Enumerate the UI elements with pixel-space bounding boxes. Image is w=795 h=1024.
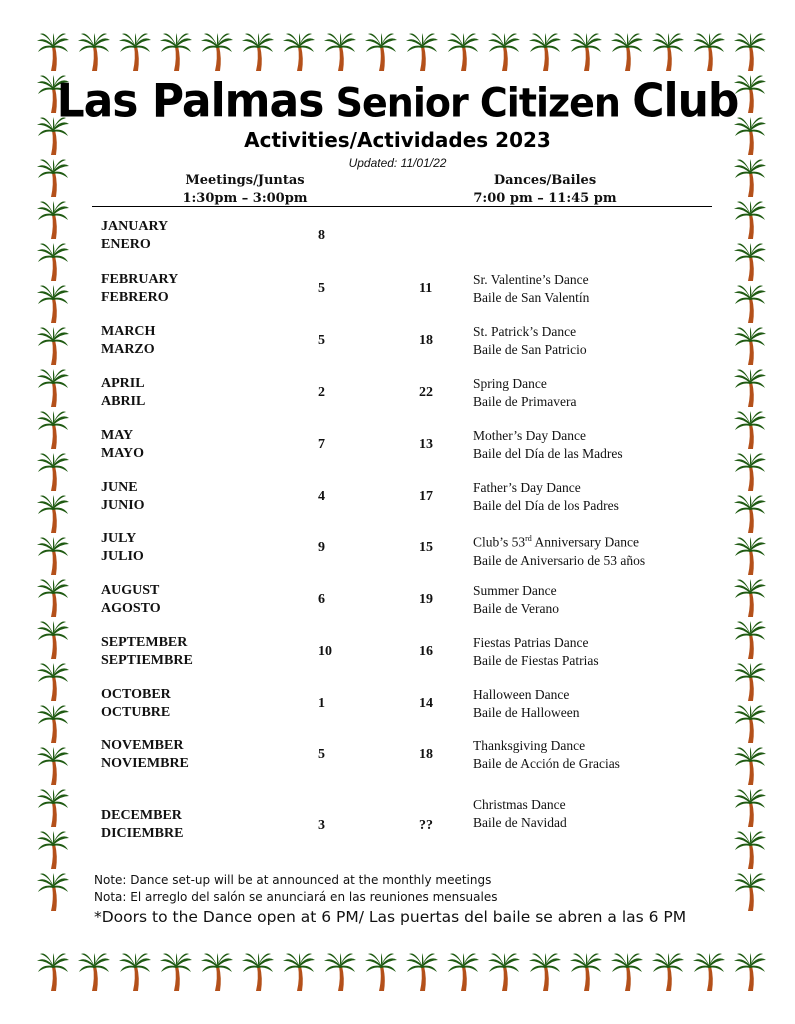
palm-tree-icon — [36, 788, 70, 828]
dance-english: Sr. Valentine’s Dance — [473, 272, 589, 287]
palm-tree-icon — [36, 662, 70, 702]
month-name — [101, 271, 178, 307]
month-spanish: MARZO — [101, 342, 155, 357]
dance-spanish: Baile de Navidad — [473, 815, 567, 830]
dance-day: 11 — [419, 281, 433, 296]
palm-tree-icon — [733, 830, 767, 870]
palm-tree-icon — [569, 32, 603, 72]
month-spanish: NOVIEMBRE — [101, 756, 189, 771]
dance-english: St. Patrick’s Dance — [473, 324, 577, 339]
palm-tree-icon — [77, 952, 111, 992]
meetings-time: 1:30pm – 3:00pm — [182, 191, 308, 206]
palm-tree-icon — [36, 578, 70, 618]
dance-english: Thanksgiving Dance — [473, 738, 586, 753]
meeting-day: 9 — [318, 540, 325, 555]
dances-header — [450, 172, 640, 208]
palm-tree-icon — [651, 952, 685, 992]
palm-tree-icon — [610, 952, 644, 992]
month-name — [101, 218, 168, 254]
palm-tree-icon — [733, 368, 767, 408]
dance-day: 13 — [419, 437, 433, 452]
meeting-day: 10 — [318, 644, 332, 659]
month-name — [101, 479, 145, 515]
month-english: FEBRUARY — [101, 272, 179, 287]
month-spanish: SEPTIEMBRE — [101, 653, 193, 668]
dance-name — [473, 582, 559, 618]
palm-tree-icon — [733, 284, 767, 324]
meeting-day: 5 — [318, 747, 325, 762]
dance-name — [473, 530, 645, 570]
meeting-day: 5 — [318, 281, 325, 296]
palm-tree-icon — [200, 952, 234, 992]
month-spanish: FEBRERO — [101, 290, 169, 305]
month-english: DECEMBER — [101, 808, 182, 823]
palm-tree-icon — [446, 952, 480, 992]
month-english: MARCH — [101, 324, 156, 339]
dance-english: Christmas Dance — [473, 797, 566, 812]
palm-tree-icon — [528, 952, 562, 992]
meetings-title: Meetings/Juntas — [185, 173, 305, 188]
dance-english: Summer Dance — [473, 583, 557, 598]
meeting-day: 1 — [318, 696, 325, 711]
dance-name — [473, 271, 589, 307]
palm-tree-icon — [36, 872, 70, 912]
month-english: JANUARY — [101, 219, 169, 234]
note-english: Note: Dance set-up will be at announced at the monthly meetings — [94, 873, 492, 887]
month-name — [101, 427, 144, 463]
dance-spanish: Baile de San Valentín — [473, 290, 590, 305]
meeting-day: 2 — [318, 385, 325, 400]
palm-tree-icon — [487, 32, 521, 72]
palm-tree-icon — [118, 952, 152, 992]
dance-day: 19 — [419, 592, 433, 607]
palm-tree-icon — [733, 494, 767, 534]
palm-tree-icon — [36, 452, 70, 492]
dance-day: 22 — [419, 385, 433, 400]
palm-tree-icon — [36, 494, 70, 534]
dance-day: 16 — [419, 644, 433, 659]
month-spanish: AGOSTO — [101, 601, 161, 616]
palm-tree-icon — [36, 830, 70, 870]
month-name — [101, 530, 144, 566]
palm-tree-icon — [692, 32, 726, 72]
month-name — [101, 323, 155, 359]
dance-english: Fiestas Patrias Dance — [473, 635, 589, 650]
dance-name — [473, 375, 576, 411]
dances-title: Dances/Bailes — [493, 173, 597, 188]
month-name — [101, 686, 171, 722]
meeting-day: 8 — [318, 228, 325, 243]
palm-tree-icon — [36, 952, 70, 992]
dance-name — [473, 686, 579, 722]
meeting-day: 5 — [318, 333, 325, 348]
updated-date: Updated: 11/01/22 — [348, 156, 447, 170]
month-name — [101, 807, 183, 843]
palm-tree-icon — [36, 368, 70, 408]
dance-name — [473, 634, 599, 670]
palm-tree-icon — [733, 326, 767, 366]
palm-tree-icon — [569, 952, 603, 992]
palm-tree-icon — [733, 536, 767, 576]
meeting-day: 4 — [318, 489, 325, 504]
palm-tree-icon — [446, 32, 480, 72]
meeting-day: 6 — [318, 592, 325, 607]
month-english: NOVEMBER — [101, 738, 184, 753]
palm-tree-icon — [36, 620, 70, 660]
dance-spanish: Baile de Aniversario de 53 años — [473, 552, 646, 568]
month-name — [101, 582, 161, 618]
dance-english: Father’s Day Dance — [473, 480, 581, 495]
palm-tree-icon — [36, 746, 70, 786]
palm-tree-icon — [733, 578, 767, 618]
palm-tree-icon — [77, 32, 111, 72]
month-name — [101, 375, 145, 411]
palm-tree-icon — [610, 32, 644, 72]
palm-tree-icon — [733, 410, 767, 450]
palm-tree-icon — [36, 284, 70, 324]
dance-name — [473, 737, 620, 773]
palm-tree-icon — [364, 32, 398, 72]
dance-spanish: Baile de San Patricio — [473, 342, 587, 357]
palm-tree-icon — [323, 952, 357, 992]
note-spanish: Nota: El arreglo del salón se anunciará en las reuniones mensuales — [94, 890, 498, 904]
palm-tree-icon — [405, 952, 439, 992]
dance-spanish: Baile de Halloween — [473, 705, 580, 720]
dance-english: Spring Dance — [473, 376, 547, 391]
month-english: AUGUST — [101, 583, 160, 598]
note-doors: *Doors to the Dance open at 6 PM/ Las puertas del baile se abren a las 6 PM — [94, 908, 687, 926]
palm-tree-icon — [159, 952, 193, 992]
palm-tree-icon — [733, 242, 767, 282]
dance-spanish: Baile de Primavera — [473, 394, 577, 409]
palm-tree-icon — [733, 872, 767, 912]
month-english: MAY — [101, 428, 134, 443]
palm-tree-icon — [733, 788, 767, 828]
month-name — [101, 737, 189, 773]
dance-day: 17 — [419, 489, 433, 504]
palm-tree-icon — [405, 32, 439, 72]
month-spanish: ABRIL — [101, 394, 146, 409]
month-spanish: OCTUBRE — [101, 705, 171, 720]
palm-tree-icon — [36, 200, 70, 240]
month-english: OCTOBER — [101, 687, 171, 702]
palm-tree-icon — [200, 32, 234, 72]
dance-day: 18 — [419, 747, 433, 762]
dance-english: Halloween Dance — [473, 687, 570, 702]
meetings-header — [150, 172, 340, 208]
notes-section — [94, 872, 686, 928]
palm-tree-icon — [159, 32, 193, 72]
dance-day: ?? — [419, 818, 433, 833]
palm-tree-icon — [528, 32, 562, 72]
palm-tree-icon — [733, 952, 767, 992]
dances-time: 7:00 pm – 11:45 pm — [473, 191, 617, 206]
palm-tree-icon — [36, 536, 70, 576]
palm-tree-icon — [282, 32, 316, 72]
dance-name — [473, 427, 623, 463]
palm-tree-icon — [36, 326, 70, 366]
palm-tree-icon — [733, 32, 767, 72]
club-title: Las Palmas Senior Citizen Club — [56, 74, 739, 129]
meeting-day: 7 — [318, 437, 325, 452]
palm-tree-icon — [36, 704, 70, 744]
palm-tree-icon — [692, 952, 726, 992]
palm-tree-icon — [733, 452, 767, 492]
meeting-day: 3 — [318, 818, 325, 833]
palm-tree-icon — [651, 32, 685, 72]
dance-spanish: Baile de Acción de Gracias — [473, 756, 620, 771]
palm-tree-icon — [241, 32, 275, 72]
palm-tree-icon — [733, 200, 767, 240]
header-divider — [92, 206, 712, 207]
dance-day: 14 — [419, 696, 433, 711]
page-subtitle: Activities/Actividades 2023 — [244, 128, 551, 152]
palm-tree-icon — [36, 410, 70, 450]
palm-tree-icon — [733, 620, 767, 660]
dance-spanish: Baile del Día de las Madres — [473, 446, 623, 461]
month-english: JULY — [101, 531, 137, 546]
month-spanish: DICIEMBRE — [101, 826, 184, 841]
palm-tree-icon — [733, 746, 767, 786]
month-english: APRIL — [101, 376, 145, 391]
palm-tree-icon — [323, 32, 357, 72]
palm-tree-icon — [733, 662, 767, 702]
palm-tree-icon — [733, 704, 767, 744]
dance-spanish: Baile de Verano — [473, 601, 559, 616]
dance-name — [473, 796, 567, 832]
dance-day: 15 — [419, 540, 433, 555]
dance-day: 18 — [419, 333, 433, 348]
palm-tree-icon — [282, 952, 316, 992]
palm-tree-icon — [36, 32, 70, 72]
month-english: JUNE — [101, 480, 138, 495]
month-english: SEPTEMBER — [101, 635, 188, 650]
dance-name — [473, 323, 587, 359]
palm-tree-icon — [487, 952, 521, 992]
palm-tree-icon — [118, 32, 152, 72]
dance-english: Club’s 53rd Anniversary Dance — [473, 534, 640, 550]
palm-tree-icon — [364, 952, 398, 992]
dance-spanish: Baile de Fiestas Patrias — [473, 653, 599, 668]
palm-tree-icon — [36, 242, 70, 282]
dance-spanish: Baile del Día de los Padres — [473, 498, 619, 513]
month-spanish: JULIO — [101, 549, 144, 564]
month-spanish: JUNIO — [101, 498, 145, 513]
dance-name — [473, 479, 619, 515]
month-name — [101, 634, 193, 670]
dance-english: Mother’s Day Dance — [473, 428, 586, 443]
month-spanish: ENERO — [101, 237, 151, 252]
month-spanish: MAYO — [101, 446, 145, 461]
palm-tree-icon — [241, 952, 275, 992]
